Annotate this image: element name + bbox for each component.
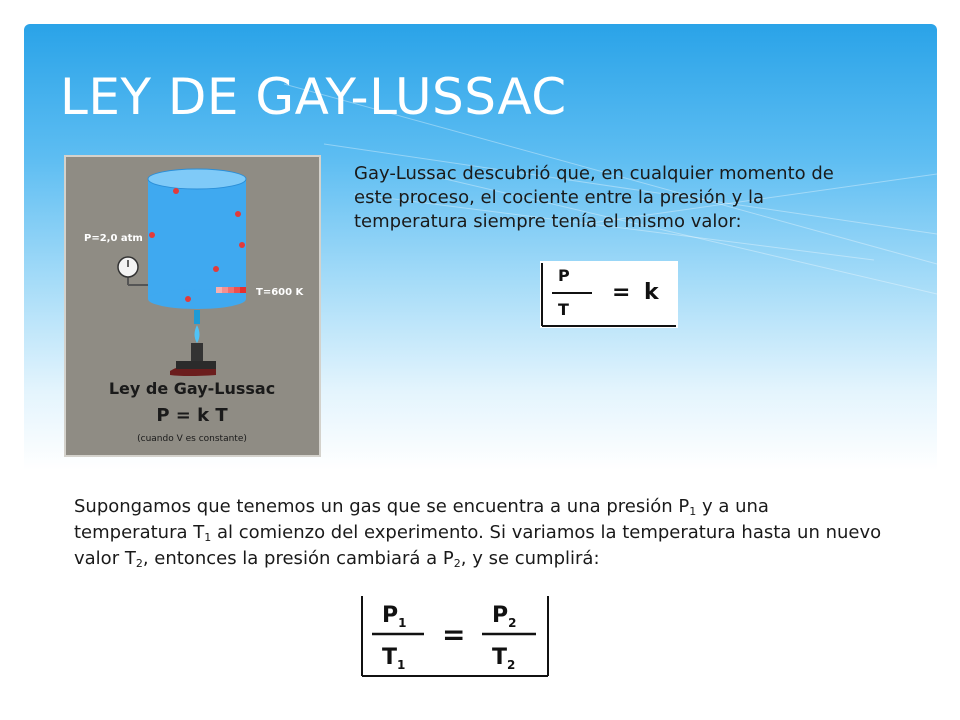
law-name: Ley de Gay-Lussac: [108, 379, 276, 398]
gas-cylinder: [148, 179, 246, 299]
pressure-label: P=2,0 atm: [84, 233, 143, 244]
eq2-left-numerator: $P_1$: [382, 603, 407, 630]
eq2-right-denominator: $T_2$: [492, 645, 516, 672]
slide-title: LEY DE GAY-LUSSAC: [60, 68, 567, 126]
eq2-operator: =: [442, 618, 466, 651]
eq2-left-denominator: $T_1$: [382, 645, 406, 672]
eq1-constant: k: [644, 280, 659, 305]
thermometer-scale: [216, 287, 246, 293]
burner-flame-icon: [195, 325, 200, 343]
eq2-right-numerator: $P_2$: [492, 603, 517, 630]
intro-paragraph: Gay-Lussac descubrió que, en cualquier momento de este proceso, el cociente entre la presión y la temperatura siempre tenía el mismo valor:: [354, 163, 834, 232]
law-formula: P = k T: [156, 405, 228, 426]
temperature-label: T=600 K: [256, 287, 304, 298]
example-paragraph: Supongamos que tenemos un gas que se encuentra a una presión $P_1$ y a una temperatura $T_1$ al comienzo del experimento. Si variamos la temperatura hasta un nuevo valor $T_2$, entonces la presión cambiará a $P_2$, y se cumplirá:: [74, 496, 882, 570]
eq1-denominator: T: [558, 300, 569, 319]
equation-p-over-t-equals-k: [540, 261, 678, 328]
eq1-operator: =: [612, 280, 631, 305]
law-condition: (cuando V es constante): [137, 434, 247, 444]
equation-p1-t1-equals-p2-t2: [360, 594, 550, 678]
gay-lussac-illustration: [64, 155, 321, 457]
eq1-numerator: P: [558, 266, 570, 285]
